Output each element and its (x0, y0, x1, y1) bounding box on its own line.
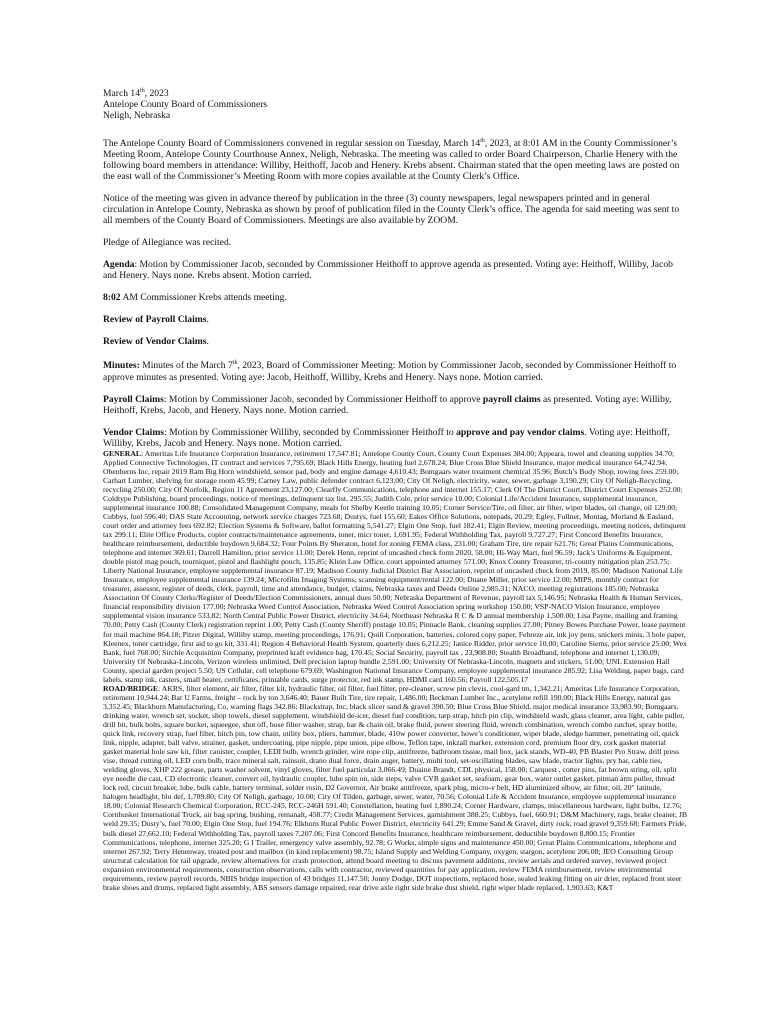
agenda-paragraph: Agenda: Motion by Commissioner Jacob, seconded by Commissioner Heithoff to approve agenda as presented. Voting aye: Heithoff, Williby, Jacob and Henery. Nays none. Krebs absent. Motion carried. (103, 259, 673, 282)
vendor-claims-label: Vendor Claims (103, 426, 165, 438)
payroll-review-heading: Review of Payroll Claims. (103, 314, 209, 326)
payroll-claims-paragraph: Payroll Claims: Motion by Commissioner Jacob, seconded by Commissioner Heithoff to approve payroll claims as presented. Voting aye: Williby, Heithoff, Krebs, Jacob, and Henery. Nays none. Motion carried. (103, 393, 672, 416)
meeting-minutes-document (103, 86, 687, 892)
minutes-label: Minutes: (103, 360, 140, 372)
minutes-paragraph: Minutes: Minutes of the March 7th, 2023, Board of Commissioner Meeting: Motion by Commissioner Jacob, seconded by Commissioner Heithoff to approve minutes as presented. Voting aye: Jacob, Heithoff, Williby, Krebs and Henery. Nays none. Motion carried. (103, 360, 677, 383)
krebs-time: 8:02 (103, 292, 121, 304)
board-name: Antelope County Board of Commissioners (103, 99, 268, 111)
road-bridge-claims-list: ROAD/BRIDGE: AKRS, filter element, air filter, filter kit, hydraulic filter, oil filter, fuel filter, pre-cleaner, screw pin clevis, cool-gard tm, 1,342.21; Ameritas Life Insurance Corporation, retirement 10,944.24; Bar U Farms, freight – rock by ton 3,646.40; Bauer Built Tire, tire repair, 1,486.00; Beckman Lumber Inc., acetylene refill 190.00; Black Hills Energy, natural gas 3,352.45; Blackburn Manufacturing, Co, warning flags 342.86; Blackstrap, Inc, black slicer sand & gravel 390.50; Blue Cross Blue Shield, major medical insurance 33,983.90; Bomgaars, drinking water, wrench set, socket, shop towels, diesel supplement, windshield de-icer, diesel fuel condition, tarp strap, hitch pin clip, windshield wash, glass cleaner, area light, cable puller, drill bit, bulk bolts, square bucket, squeegee, shut off, hose filter washer, strap, bar & chain oil, brake fluid, power steering fluid, wrench combination, wrench combo ratchet, spray bottle, quick link, recovery strap, fuel filter, hitch pin, tow chain, utility box, pliers, hammer, blade, 410w power converter, howe’s conditioner, wiper blade, sledge hammer, penetrating oil, quick link, nipple, adapter, ball valve, strainer, gasket, undercoating, pipe nipple, pipe union, pipe elbow, Teflon tape, inkzall marker, extension cord, premium floor dry, cork gasket material gasket material hole saw kit, filter canister, coupler, LEDI bulb, wrench grinder, wire rope clip, antifreeze, bathroom tissue, mail box, jack stands, WD-40, PB Blaster Pro Straw, drill press vise, thread cutting oil, LED corn bulb, trace mineral salt, rainsuit, drano dual force, drain auger, battery, multi tool, set-oscillating blades, saw blade, tractor lights, pry bar, cable ties, welding gloves, XHP 222 grease, parts washer solvent, vinyl gloves, filter fuel particular 3,066.49; Duaine Brandt, CDL physical, 158.00; Carquest , cotter pins, fat brown string, oil, split eye needle die cast, CD electronic cleaner, convert oil, hydraulic coupler, lube spin on, side steps, valve CVR gasket set, seafoam, gear box, water outlet gasket, pitman arm puller, thread lock red, circuit breaker, lube, bulk cable, battery terminal, solder rosin, D2 Governor, Air brake antifreeze, spark plug, micro-v belt, HD aluminized elbow, air filter, oil, 20" latitude, halogen headlight, blu def, 1,789.80; City Of Neligh, garbage, 10.00; City Of Tilden, garbage, sewer, water, 70.56; Colonial Life & Accident Insurance, employee supplemental insurance 18.00; Colonial Research Chemical Corporation, RCC-245, RCC-246H 591.40; Constellation, heating fuel 1,890.24; Corner Hardware, clamps, miscellaneous hardware, light bulbs, 12.76; Cornhusker International Truck, air bag spring, bushing, remanalt, 458.77; Credit Management Services, garnishment 388.25; Cubbys, fuel, 660.91; D&M Machinery, rags, brake cleaner, JB weld 29.35; Dusty’s, fuel 70.00; Elgin One Stop, fuel 194.76; Elkhorn Rural Public Power District, electricity 641.29; Emme Sand & Gravel, dirty rock, road gravel 9,359.68; Farmers Pride, bulk diesel 27,662.10; Federal Withholding Tax, payroll taxes 7,207.06; First Concord Benefits Insurance, healthcare reimbursement, deductible buydown 8,800.15; Frontier Communications, telephone, internet 325.20; G I Trailer, emergency valve assembly, 92.78; G Works, simple signs and maintenance 450.00; Great Plains Communications, telephone and internet 267.92; Terry Henenway, treated post and mailbox (in kind replacement) 98.75; Island Supply and Welding Company, oxygen, stargon, acetylene 206.08; JEO Consulting Group structural calculation for rail upgrade, review alternatives for crash protection, attend board meeting to discuss pavement additions, review aerials and ordered survey, reviewed project expansion environmental requirements, construction observations, calls with contractor, reviewed quantities for pay application, review FEMA reimbursement, review environmental requirements, review payroll records, NBIS bridge inspection of 43 bridges 11,147.50; Jonny Dodge, DOT inspections, replaced hose, sealed leaking fitting on air drier, replaced front steer brake shoes and drums, replaced light assembly, ABS sensors damage repaired, rear drive axle right side brake dust shield, right wiper blade replaced, 1,903.63; K&T (103, 683, 687, 892)
agenda-label: Agenda (103, 259, 135, 271)
meeting-location: Neligh, Nebraska (103, 110, 171, 122)
document-header (103, 86, 687, 121)
pledge-paragraph: Pledge of Allegiance was recited. (103, 237, 232, 249)
krebs-arrival-paragraph: 8:02 AM Commissioner Krebs attends meeting. (103, 292, 287, 304)
meeting-date: March 14th, 2023 (103, 88, 169, 100)
payroll-claims-label: Payroll Claims (103, 393, 164, 405)
notice-paragraph: Notice of the meeting was given in advance thereof by publication in the three (3) county newspapers, legal newspapers printed and in general circulation in Antelope County, Nebraska as shown by proof of publication filed in the County Clerk’s office. The agenda for said meeting was sent to all members of the County Board of Commissioners. Meetings are also available by ZOOM. (103, 193, 680, 227)
intro-paragraph: The Antelope County Board of Commissioners convened in regular session on Tuesday, March 14th, 2023, at 8:01 AM in the County Commissioner’s Meeting Room, Antelope County Courthouse Annex, Neligh, Nebraska. The meeting was called to order Board Chairperson, Charlie Henery with the following board members in attendance: Williby, Heithoff, Jacob and Henery. Krebs absent. Chairman stated that the open meeting laws are posted on the east wall of the Commissioner’s Meeting Room with more copies available at the County Clerk’s Office. (103, 138, 680, 183)
vendor-review-heading: Review of Vendor Claims. (103, 336, 209, 348)
general-claims-list: GENERAL: Ameritas Life Insurance Corporation Insurance, retirement 17,547.81; Antelope County Court, County Court Expenses 384.00; Appeara, towel and cleaning supplies 34.70; Applied Connective Technologies, IT contract and services 7,795.69; Black Hills Energy, heating fuel 2,678.24; Blue Cross Blue Shield Insurance, major medical insurance 64,742.94; Obenberns Inc, repair 2019 Ram Big Horn windshield, sensor pad, body and engine damage 4,610.43; Bomgaars water treatment chemical 35.96; Butch’s Body Shop, towing fees 259.00; Carhart Lumber, shelving for storage room 45.99; Carney Law, public defender contract 6,123.00; City Of Neligh, electricity, water, sewer, garbage 3,190.29; City Of Neligh-Recycling, recycling 250.00; City Of Norfolk, Region 11 Agreement 23,127.00; Clearfly Communications, telephone and internet 155.17; Clerk Of The District Court, District Court Expenses 252.00; Coldtype Publishing, board proceedings, notice of meetings, delinquent tax list, 295.55; Judith Cole, prior service 10.00; Colonial Life/Accident Insurance, supplemental insurance, supplemental insurance 100.88; Consolidated Management Company, meals for Shelby Keetle training 10.05; Corner Service/Tire, oil filter, air filter, wiper blades, oil change, oil 129.00; Cubbys, fuel 596.40; DAS State Accounting, network service charges 723.68; Dustys, fuel 155.60; Eakes Office Solutions, notepads, 20.29; Egley, Fullner, Montag, Morland & Easland, court order and attorney fees 692.82; Election Systems & Software, ballot formatting 5,541.27; Elgin One Stop, fuel 182.41; Elgin Review, meeting proceedings, meeting notices, delinquent tax 299.11; Elite Office Products, copier contracts/maintenance agreements, toner, micr toner, 1,691.95; Federal Withholding Tax, payroll 9,727.27; First Concord Benefits Insurance, healthcare reimbursement, deductible buydown 9,684.32; Four Points By Sheraton, hotel for zoning FEMA class, 231.00; Graham Tire, tire repair 621.76; Great Plains Communications, telephone and internet 369.61; Darrell Hamilton, prior service 11.00; Derek Henn, reprint of uncashed check form 2020, 58.00; Hi-Way Mart, fuel 96.59; Jack’s Uniforms & Equipment, double pistol mag pouch, tourniquet, pistol and flashlight pouch, 135.85; Klein Law Office, court appointed attorney 571.00; Knox County Treasurer, tri-county mitigation plan 253.75; Liberty National Insurance, employee supplemental insurance 87.19; Madison County Judicial District Bar Association, reprint of uncashed check from 2019, 85.00; Madison National Life Insurance, employee supplemental insurance 139.24; Microfilm Imaging Systems, scanning equipment/rental 122.00; Duane Miller, prior service 12.00; MIPS, monthly contract for treasurer, assessor, register of deeds, clerk, payroll, time and attendance, budget, claims, Nebraska taxes and Deeds Online 2,985.31; NACO, meeting registrations 185.00; Nebraska Association Of County Clerks/Register of Deeds/Election Commissioners, annual dues 50.00; Nebraska Department of Revenue, payroll tax 5,146.95; Nebraska Health & Human Services, financial responsibility division 177.00; Nebraska Weed Control Association, Nebraska Weed Control Association spring workshop 150.00; VSP-NACO Vision Insurance, employee supplemental vision insurance 533.82; North Central Public Power District, electricity 34.64; Northeast Nebraska R C & D annual membership 1,500.00; Lisa Payne, mailing and framing 70.00; Petty Cash (County Clerk) registration reprint 1.00; Petty Cash (County Sheriff) postage 10.05; Pinnacle Bank, cleaning supplies 27.00; Pitney Bowes Purchase Power, lease payment for mail machine 864.18; Pitzer Digital, Williby stamp, meeting proceedings, 176.91; Quill Corporation, batteries, colored copy paper, Febreze air, ink joy pens, snickers minis, 3 hole paper, Kleenex, toner cartridge, first aid to go kit, 331.41; Region 4 Behavioral Health System, quarterly dues 6,212.25; Janice Ridder, prior service 10.00; Caroline Siems, prior service 25.00; Wex Bank, fuel 768.00; Sirchie Acquisition Company, preprinted kraft evidence bag, 170.45; Social Security, payroll tax , 23,908.80; Stealth Broadband, telephone and internet 1,130.09; University Of Nebraska-Lincoln, Verizon wireless unlimited, Dell precision laptop bundle 2,591.00; University Of Nebraska-Lincoln, magnets and stickers, 51.00; UNL Extension Hall County, special garden project 5.50; US Cellular, cell telephone 679.69; Washington National Insurance Company, employee supplemental insurance 285.92; Lisa Welding, paper bags, card labels, stamp ink, casters, small heater, certificates, printable cards, surge protector, red ink stamp, HDMI card 160.56; Payroll 122,505.17 (103, 448, 687, 684)
general-label: GENERAL (103, 448, 142, 458)
road-bridge-label: ROAD/BRIDGE (103, 683, 159, 693)
vendor-claims-paragraph: Vendor Claims: Motion by Commissioner Williby, seconded by Commissioner Heithoff to approve and pay vendor claims. Voting aye: Heithoff, Williby, Krebs, Jacob and Henery. Nays none. Motion carried. (103, 426, 670, 449)
